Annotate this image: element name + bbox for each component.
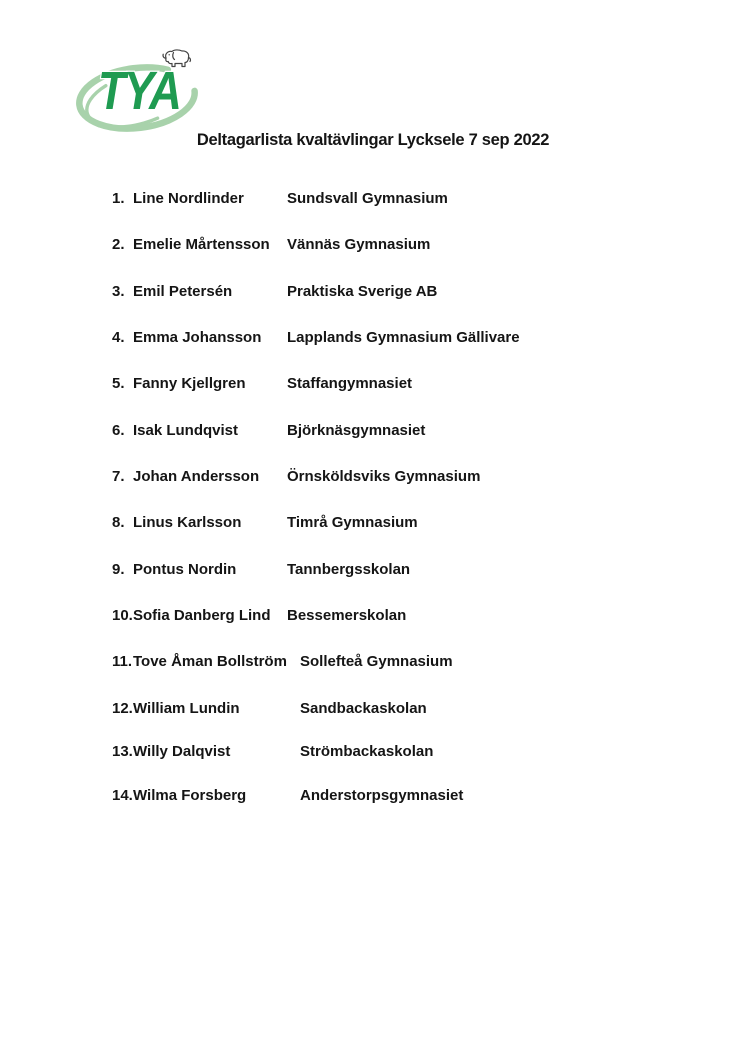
participant-school: Sundsvall Gymnasium — [287, 190, 448, 207]
participant-school: Björknäsgymnasiet — [287, 421, 426, 439]
participant-name: Isak Lundqvist — [133, 421, 239, 439]
participant-school: Strömbackaskolan — [300, 742, 434, 760]
participant-school: Lapplands Gymnasium Gällivare — [287, 328, 520, 346]
participant-name: Johan Andersson — [133, 467, 260, 485]
participant-list — [112, 190, 716, 834]
participant-name: Sofia Danberg Lind — [133, 606, 271, 624]
participant-number: 10. — [112, 606, 133, 624]
participant-row — [112, 468, 716, 514]
participant-school: Sandbackaskolan — [300, 699, 427, 717]
participant-school: Bessemerskolan — [287, 606, 407, 624]
participant-number: 7. — [112, 467, 125, 485]
participant-school: Örnsköldsviks Gymnasium — [287, 467, 481, 485]
participant-number: 12. — [112, 699, 133, 717]
participant-number: 4. — [112, 328, 125, 346]
participant-row — [112, 422, 716, 468]
participant-name: Fanny Kjellgren — [133, 375, 246, 393]
participant-name: Emma Johansson — [133, 328, 262, 346]
participant-name: Line Nordlinder — [133, 190, 244, 207]
participant-name: Pontus Nordin — [133, 560, 237, 578]
tya-logo-text: TYA — [97, 60, 181, 121]
participant-number: 6. — [112, 421, 125, 439]
participant-row — [112, 190, 716, 236]
participant-row — [112, 653, 716, 699]
participant-school: Anderstorpsgymnasiet — [300, 787, 464, 805]
participant-number: 9. — [112, 560, 125, 578]
participant-number: 5. — [112, 375, 125, 393]
participant-name: Wilma Forsberg — [133, 787, 247, 805]
participant-row — [112, 236, 716, 282]
participant-school: Vännäs Gymnasium — [287, 236, 431, 254]
participant-row — [112, 283, 716, 329]
participant-row — [112, 561, 716, 607]
participant-row — [112, 607, 716, 653]
participant-number: 13. — [112, 742, 133, 760]
participant-name: Willy Dalqvist — [133, 742, 231, 760]
participant-name: William Lundin — [133, 699, 240, 717]
participant-row — [112, 375, 716, 421]
participant-name: Emelie Mårtensson — [133, 236, 270, 254]
participant-school: Praktiska Sverige AB — [287, 282, 438, 300]
participant-name: Emil Petersén — [133, 282, 233, 300]
tya-logo — [76, 46, 200, 132]
participant-school: Sollefteå Gymnasium — [300, 653, 453, 671]
participant-number: 8. — [112, 514, 125, 532]
participant-row — [112, 329, 716, 375]
participant-number: 14. — [112, 787, 133, 805]
tya-logo-graphic — [76, 46, 200, 132]
participant-number: 1. — [112, 190, 125, 207]
participant-row — [112, 787, 716, 833]
participant-number: 3. — [112, 282, 125, 300]
participant-row — [112, 743, 716, 789]
participant-number: 11. — [112, 653, 133, 671]
participant-school: Staffangymnasiet — [287, 375, 413, 393]
participant-school: Timrå Gymnasium — [287, 514, 418, 532]
document-title: Deltagarlista kvaltävlingar Lycksele 7 sep 2022 — [196, 131, 550, 149]
participant-row — [112, 700, 716, 746]
participant-name: Linus Karlsson — [133, 514, 242, 532]
participant-name: Tove Åman Bollström — [133, 653, 287, 671]
participant-school: Tannbergsskolan — [287, 560, 411, 578]
participant-row — [112, 514, 716, 560]
participant-number: 2. — [112, 236, 125, 254]
